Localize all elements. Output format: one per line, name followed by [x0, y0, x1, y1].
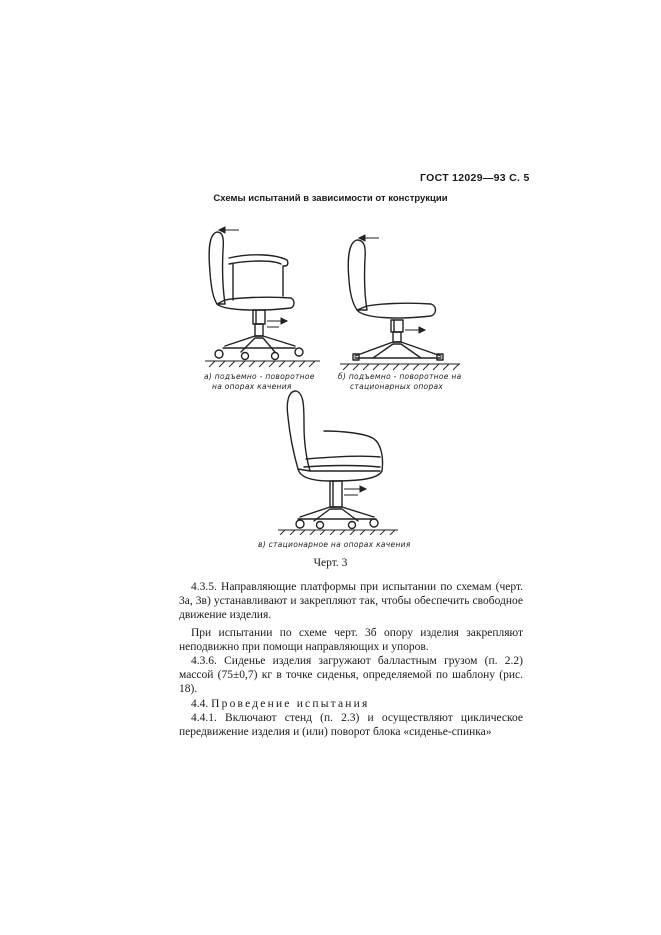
paragraph-4-3-6: 4.3.6. Сиденье изделия загружают балластным грузом (п. 2.2) массой (75±0,7) кг в точке сиденья, определяемой по шаблону (рис. 18).	[179, 655, 523, 696]
caption-c: в) стационарное на опорах качения	[258, 540, 411, 549]
paragraph-4-3-5: 4.3.5. Направляющие платформы при испытании по схемам (черт. 3а, 3в) устанавливают и закрепляют так, чтобы обеспечить свободное движение изделия.	[179, 581, 523, 622]
section-title: Проведение испытания	[211, 697, 370, 710]
figure-title: Схемы испытаний в зависимости от конструкции	[213, 193, 448, 204]
figure-number: Черт. 3	[313, 557, 348, 569]
standard-header: ГОСТ 12029—93 С. 5	[420, 172, 530, 184]
section-heading-4-4	[179, 697, 523, 711]
paragraph-scheme-3b: При испытании по схеме черт. 3б опору изделия закрепляют неподвижно при помощи направляющих и упоров.	[179, 626, 523, 653]
chair-diagram-c	[270, 385, 405, 535]
chair-diagram-a	[195, 220, 325, 370]
chair-diagram-b	[335, 228, 465, 373]
body-text	[179, 580, 523, 739]
caption-b: б) подъемно - поворотное на стационарных опорах	[338, 372, 462, 391]
paragraph-4-4-1: 4.4.1. Включают стенд (п. 2.3) и осуществляют циклическое передвижение изделия и (или) поворот блока «сиденье-спинка»	[179, 711, 523, 739]
section-number: 4.4.	[191, 697, 209, 710]
caption-a: а) подъемно - поворотное на опорах качения	[204, 372, 315, 391]
